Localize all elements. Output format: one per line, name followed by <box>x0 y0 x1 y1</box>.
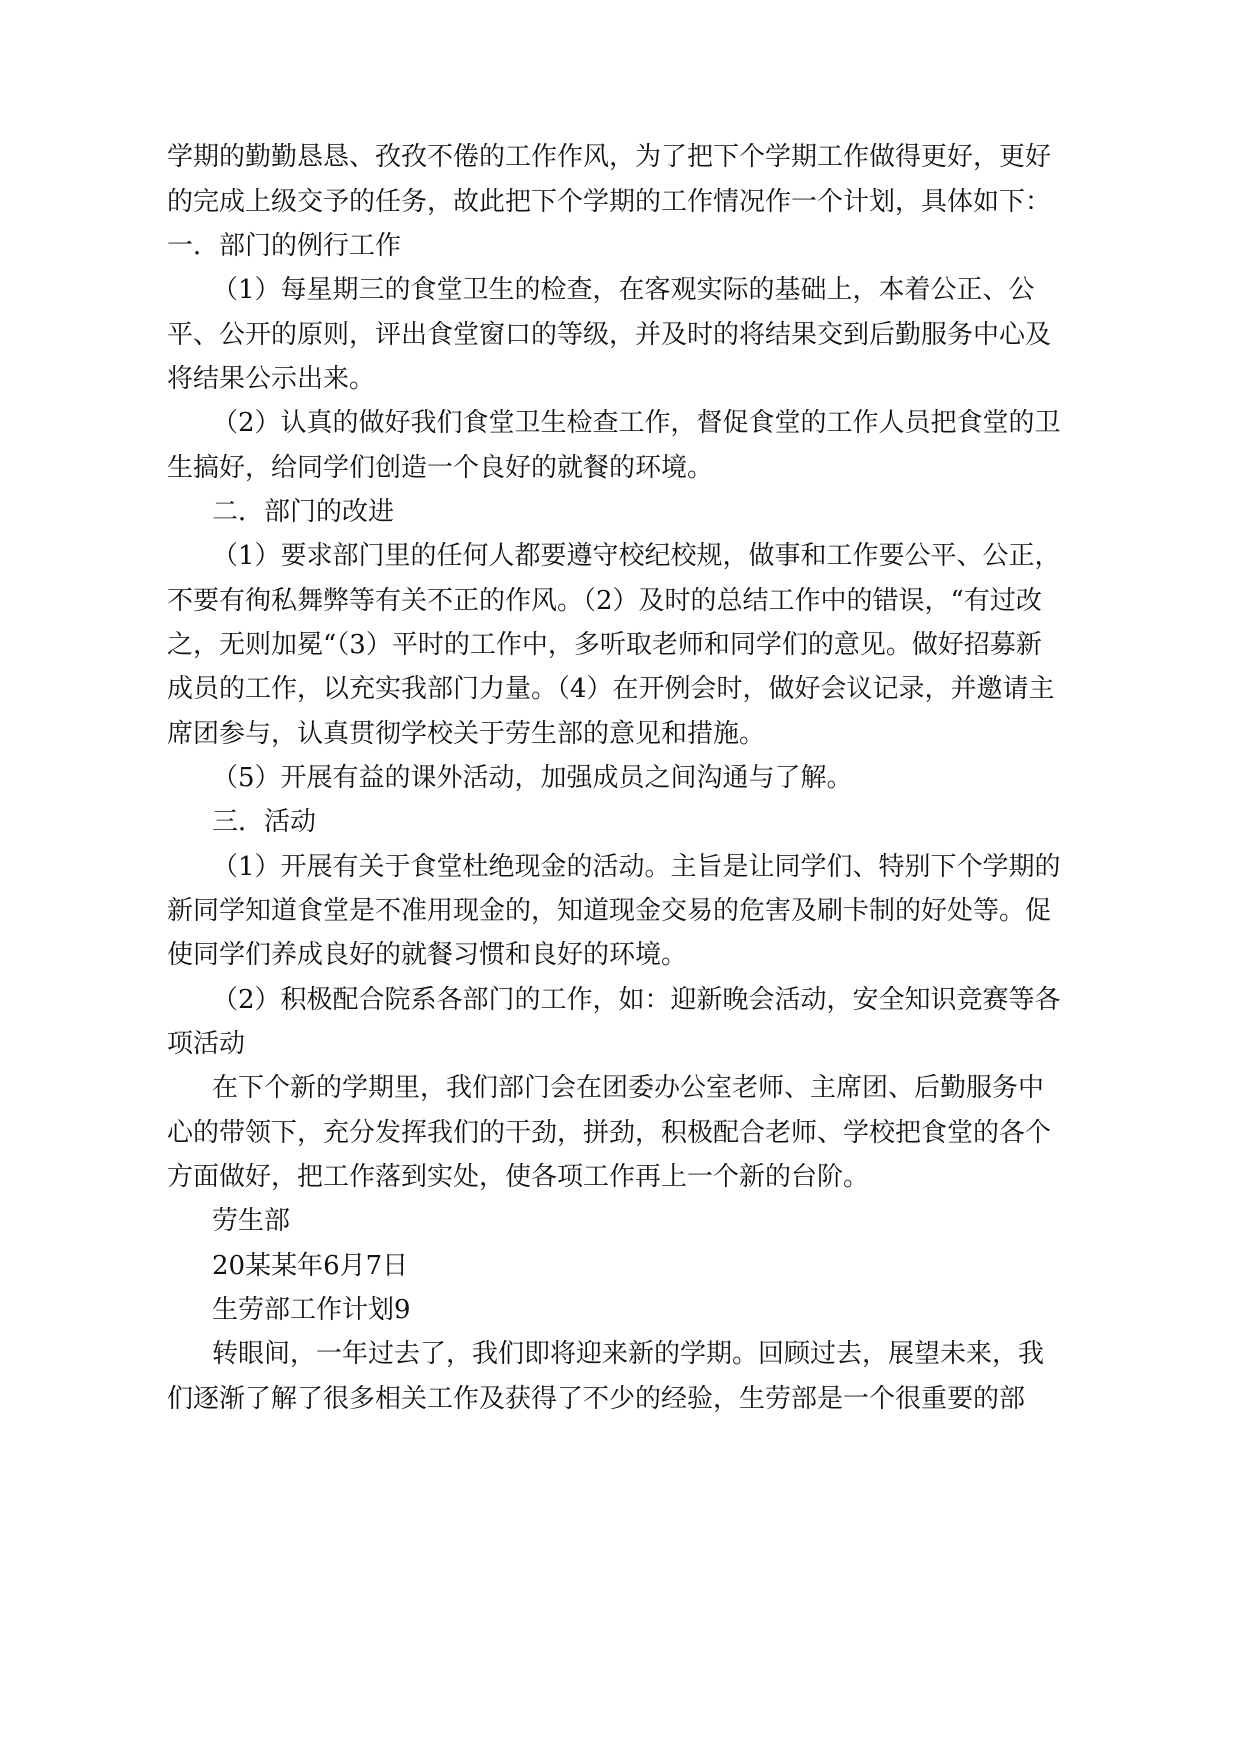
text-line: 方面做好，把工作落到实处，使各项工作再上一个新的台阶。 <box>167 1162 870 1192</box>
text-line: 学期的勤勤恳恳、孜孜不倦的工作作风，为了把下个学期工作做得更好，更好 <box>167 142 1052 172</box>
text-line: 在下个新的学期里，我们部门会在团委办公室老师、主席团、后勤服务中 <box>212 1073 1045 1103</box>
text-line: 之，无则加冕“（3）平时的工作中，多听取老师和同学们的意见。做好招募新 <box>167 630 1042 660</box>
document-title: 生劳部工作计划9 <box>212 1295 411 1325</box>
text-line: 席团参与，认真贯彻学校关于劳生部的意见和措施。 <box>167 719 766 749</box>
text-line: 们逐渐了解了很多相关工作及获得了不少的经验，生劳部是一个很重要的部 <box>167 1384 1026 1414</box>
section-heading: 二．部门的改进 <box>212 497 395 527</box>
text-line: 成员的工作，以充实我部门力量。（4）在开例会时，做好会议记录，并邀请主 <box>167 674 1055 704</box>
section-heading: 三．活动 <box>212 807 317 837</box>
signature-date: 20某某年6月7日 <box>212 1251 409 1281</box>
text-line: 生搞好，给同学们创造一个良好的就餐的环境。 <box>167 453 714 483</box>
section-heading: 一．部门的例行工作 <box>167 231 402 261</box>
text-line: （1）每星期三的食堂卫生的检查，在客观实际的基础上，本着公正、公 <box>212 275 1035 305</box>
text-line: 将结果公示出来。 <box>167 364 376 394</box>
text-line: 转眼间，一年过去了，我们即将迎来新的学期。回顾过去，展望未来，我 <box>212 1339 1045 1369</box>
text-line: 新同学知道食堂是不准用现金的，知道现金交易的危害及刷卡制的好处等。促 <box>167 896 1052 926</box>
text-line: 心的带领下，充分发挥我们的干劲，拼劲，积极配合老师、学校把食堂的各个 <box>167 1118 1052 1148</box>
text-line: （5）开展有益的课外活动，加强成员之间沟通与了解。 <box>212 763 853 793</box>
signature-department: 劳生部 <box>212 1206 291 1236</box>
text-line: 的完成上级交予的任务，故此把下个学期的工作情况作一个计划，具体如下： <box>167 187 1052 217</box>
text-line: （1）开展有关于食堂杜绝现金的活动。主旨是让同学们、特别下个学期的 <box>212 852 1061 882</box>
text-line: 项活动 <box>167 1029 246 1059</box>
text-line: 不要有徇私舞弊等有关不正的作风。（2）及时的总结工作中的错误，“有过改 <box>167 586 1042 616</box>
text-line: （1）要求部门里的任何人都要遵守校纪校规，做事和工作要公平、公正， <box>212 541 1061 571</box>
text-line: （2）认真的做好我们食堂卫生检查工作，督促食堂的工作人员把食堂的卫 <box>212 408 1061 438</box>
text-line: 平、公开的原则，评出食堂窗口的等级，并及时的将结果交到后勤服务中心及 <box>167 320 1052 350</box>
text-line: （2）积极配合院系各部门的工作，如：迎新晚会活动，安全知识竞赛等各 <box>212 985 1061 1015</box>
text-line: 使同学们养成良好的就餐习惯和良好的环境。 <box>167 940 688 970</box>
